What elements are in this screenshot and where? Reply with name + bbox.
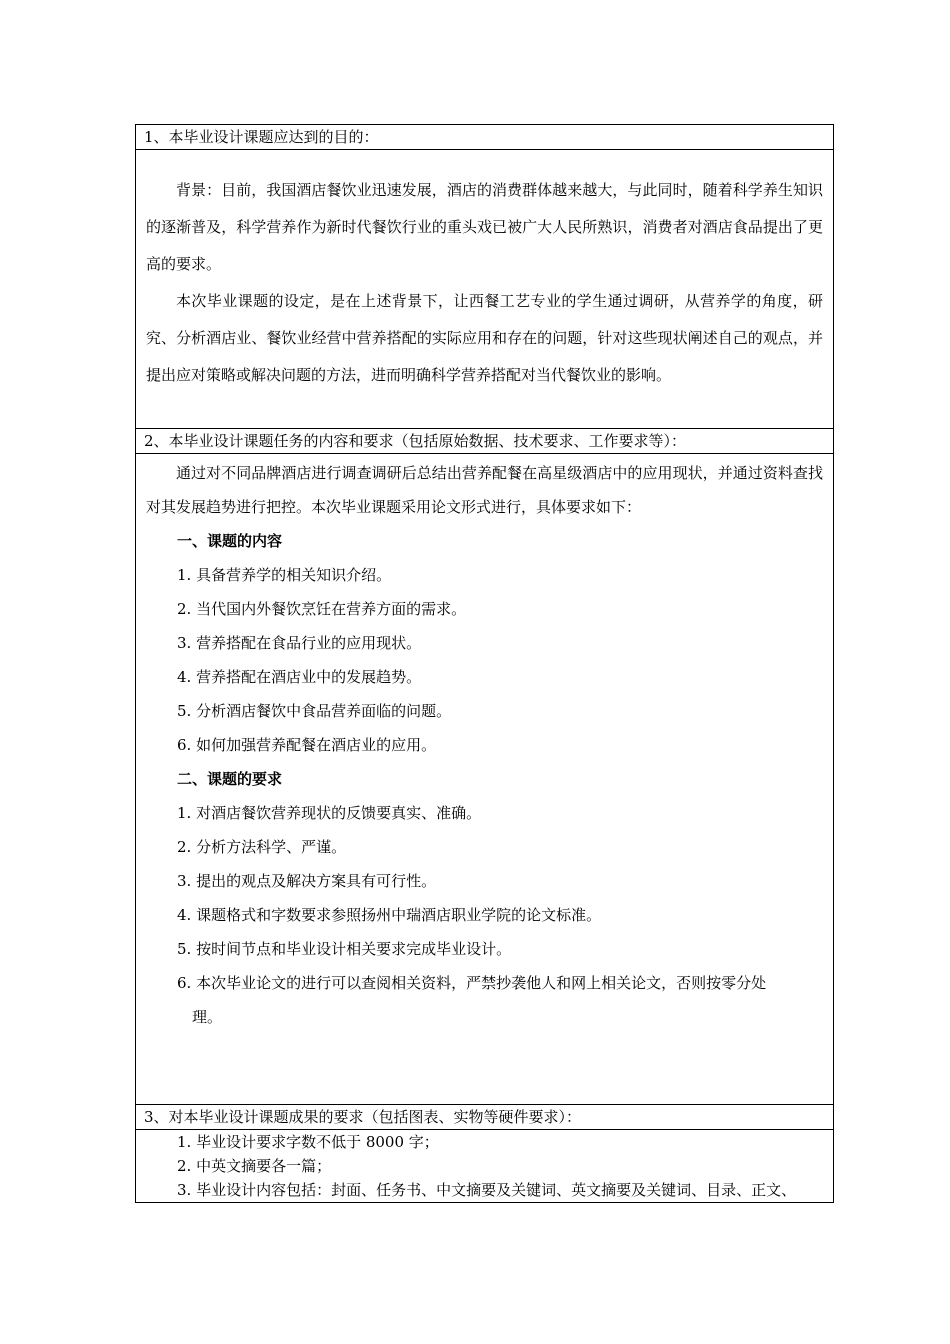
- content-item: 3. 营养搭配在食品行业的应用现状。: [177, 634, 422, 652]
- requirement-item: 1. 对酒店餐饮营养现状的反馈要真实、准确。: [177, 804, 482, 822]
- result-item: 2. 中英文摘要各一篇；: [177, 1157, 332, 1175]
- content-item: 2. 当代国内外餐饮烹饪在营养方面的需求。: [177, 600, 467, 618]
- requirement-item: 4. 课题格式和字数要求参照扬州中瑞酒店职业学院的论文标准。: [177, 906, 602, 924]
- content-item: 1. 具备营养学的相关知识介绍。: [177, 566, 392, 584]
- task-table: [135, 124, 834, 1203]
- content-item: 5. 分析酒店餐饮中食品营养面临的问题。: [177, 702, 452, 720]
- section3-body: [136, 1130, 834, 1203]
- requirement-item: 3. 提出的观点及解决方案具有可行性。: [177, 872, 437, 890]
- result-item: 3. 毕业设计内容包括：封面、任务书、中文摘要及关键词、英文摘要及关键词、目录、正文、: [177, 1181, 797, 1199]
- section2-intro: 通过对不同品牌酒店进行调查调研后总结出营养配餐在高星级酒店中的应用现状，并通过资料查找对其发展趋势进行把控。本次毕业课题采用论文形式进行，具体要求如下：: [146, 464, 823, 516]
- section1-paragraph: 背景：目前，我国酒店餐饮业迅速发展，酒店的消费群体越来越大，与此同时，随着科学养生知识的逐渐普及，科学营养作为新时代餐饮行业的重头戏已被广大人民所熟识，消费者对酒店食品提出了更高的要求。: [146, 181, 823, 273]
- section3-header: 3、对本毕业设计课题成果的要求（包括图表、实物等硬件要求）：: [136, 1105, 834, 1130]
- section2-header: 2、本毕业设计课题任务的内容和要求（包括原始数据、技术要求、工作要求等）：: [136, 429, 834, 454]
- section2-body: [136, 454, 834, 1105]
- requirement-item-continuation: 理。: [192, 1008, 223, 1026]
- section1-body: [136, 150, 834, 429]
- requirement-item: 2. 分析方法科学、严谨。: [177, 838, 347, 856]
- section1-paragraph: 本次毕业课题的设定，是在上述背景下，让西餐工艺专业的学生通过调研，从营养学的角度，研究、分析酒店业、餐饮业经营中营养搭配的实际应用和存在的问题，针对这些现状阐述自己的观点，并提出应对策略或解决问题的方法，进而明确科学营养搭配对当代餐饮业的影响。: [146, 292, 823, 384]
- content-item: 6. 如何加强营养配餐在酒店业的应用。: [177, 736, 437, 754]
- requirement-item: 6. 本次毕业论文的进行可以查阅相关资料，严禁抄袭他人和网上相关论文，否则按零分处: [177, 974, 767, 992]
- result-item: 1. 毕业设计要求字数不低于 8000 字；: [177, 1133, 439, 1151]
- requirements-title: 二、课题的要求: [177, 770, 283, 788]
- requirement-item: 5. 按时间节点和毕业设计相关要求完成毕业设计。: [177, 940, 512, 958]
- content-title: 一、课题的内容: [177, 532, 283, 550]
- content-item: 4. 营养搭配在酒店业中的发展趋势。: [177, 668, 422, 686]
- section1-header: 1、本毕业设计课题应达到的目的：: [136, 125, 834, 150]
